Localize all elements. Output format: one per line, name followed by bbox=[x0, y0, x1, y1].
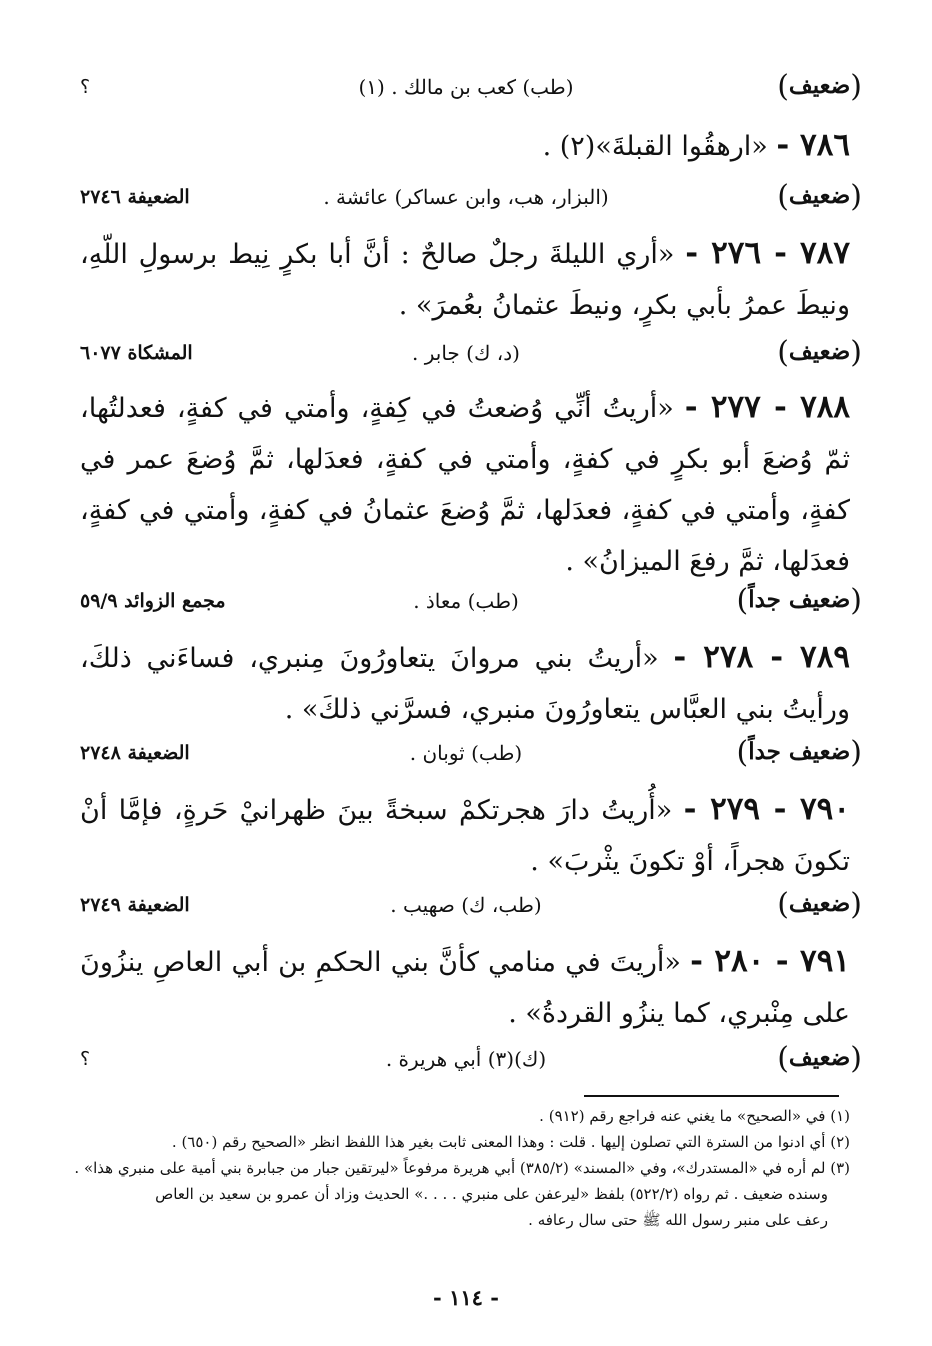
footnote: رعف على منبر رسول الله ﷺ حتى سال رعافه . bbox=[528, 1211, 828, 1229]
grade-label: (ضعيف) bbox=[777, 335, 862, 370]
footnotes bbox=[60, 1103, 850, 1233]
hadith-entry bbox=[80, 382, 850, 587]
page-number: - ١١٤ - bbox=[433, 1285, 499, 1310]
hadith-number: ٧٨٧ - ٢٧٦ - bbox=[685, 235, 850, 271]
hadith-number: ٧٩٠ - ٢٧٩ - bbox=[683, 791, 850, 827]
grade-label: (ضعيف جداً) bbox=[736, 735, 862, 770]
reference-text: المشكاة ٦٠٧٧ bbox=[80, 342, 193, 364]
grading-line bbox=[70, 68, 862, 108]
grade-label: (ضعيف) bbox=[777, 1041, 862, 1076]
hadith-text: «أُريتُ دارَ هجرتكمْ سبخةً بينَ ظهرانيْ حَرةٍ، فإمَّا أنْ تكونَ هجراً، أوْ تكونَ يثْربَ» . bbox=[80, 795, 850, 877]
reference-text: الضعيفة ٢٧٤٦ bbox=[80, 186, 190, 208]
grade-label: (ضعيف جداً) bbox=[736, 583, 862, 618]
reference-text: ؟ bbox=[80, 76, 91, 98]
footnote: (٢) أي ادنوا من السترة التي تصلون إليها . قلت : وهذا المعنى ثابت بغير هذا اللفظ انظر «الصحيح رقم (٦٥٠) . bbox=[171, 1133, 850, 1151]
hadith-text: «أريتَ في منامي كأنَّ بني الحكمِ بن أبي العاصِ ينزُونَ على مِنْبري، كما ينزُو القردةُ» . bbox=[80, 947, 850, 1029]
hadith-number: ٧٨٩ - ٢٧٨ - bbox=[673, 639, 850, 675]
reference-text: ؟ bbox=[80, 1048, 91, 1070]
reference-text: الضعيفة ٢٧٤٩ bbox=[80, 894, 190, 916]
hadith-entry bbox=[80, 632, 850, 735]
grading-line bbox=[70, 582, 862, 622]
hadith-entry bbox=[80, 120, 850, 172]
grading-line bbox=[70, 178, 862, 218]
grading-line bbox=[70, 334, 862, 374]
grade-label: (ضعيف) bbox=[777, 179, 862, 214]
hadith-number: ٧٨٦ - bbox=[776, 127, 850, 163]
reference-text: مجمع الزوائد ٥٩/٩ bbox=[80, 590, 226, 612]
hadith-text: «ارهقُوا القبلةَ»(٢) . bbox=[542, 131, 768, 162]
source-text: (طب) كعب بن مالك . (١) bbox=[358, 75, 574, 99]
hadith-number: ٧٩١ - ٢٨٠ - bbox=[690, 943, 850, 979]
source-text: (ك)(٣) أبي هريرة . bbox=[385, 1047, 547, 1071]
grade-label: (ضعيف) bbox=[777, 69, 862, 104]
hadith-number: ٧٨٨ - ٢٧٧ - bbox=[684, 389, 851, 425]
source-text: (طب) معاذ . bbox=[413, 589, 519, 613]
hadith-text: «أري الليلةَ رجلٌ صالحٌ : أنَّ أبا بكرٍ نِيط برسولِ اللّهِ، ونيطَ عمرُ بأبي بكرٍ، ونيطَ عثمانُ بعُمرَ» . bbox=[80, 239, 850, 321]
hadith-text: «أريتُ أنِّي وُضعتُ في كِفةٍ، وأمتي في كفةٍ، فعدلتُها، ثمّ وُضعَ أبو بكرٍ في كفةٍ، وأمتي في كفةٍ، فعدَلها، ثمَّ وُضعَ عمر في كفةٍ، وأمتي في كفةٍ، فعدَلها، ثمَّ وُضعَ عثمانُ في كفةٍ، وأمتي في كفةٍ، فعدَلها، ثمَّ رفعَ الميزانُ» . bbox=[80, 393, 850, 577]
grading-line bbox=[70, 1040, 862, 1080]
reference-text: الضعيفة ٢٧٤٨ bbox=[80, 742, 190, 764]
source-text: (البزار، هب، وابن عساكر) عائشة . bbox=[323, 185, 609, 209]
source-text: (طب، ك) صهيب . bbox=[390, 893, 542, 917]
hadith-text: «أريتُ بني مروانَ يتعاورُونَ مِنبري، فساءَني ذلكَ، ورأيتُ بني العبَّاس يتعاورُونَ منبري، فسرَّني ذلكَ» . bbox=[80, 643, 850, 725]
hadith-entry bbox=[80, 228, 850, 331]
hadith-entry bbox=[80, 936, 850, 1039]
footnote: وسنده ضعيف . ثم رواه (٥٢٢/٢) بلفظ «ليرعفن على منبري . . . .» الحديث وزاد أن عمرو بن سعيد بن العاص bbox=[155, 1185, 828, 1203]
source-text: (د، ك) جابر . bbox=[412, 341, 520, 365]
source-text: (طب) ثوبان . bbox=[409, 741, 523, 765]
grading-line bbox=[70, 886, 862, 926]
footnote-divider bbox=[584, 1095, 839, 1097]
footnote: (١) في «الصحيح» ما يغني عنه فراجع رقم (٩١٢) . bbox=[539, 1107, 850, 1125]
grade-label: (ضعيف) bbox=[777, 887, 862, 922]
footnote: (٣) لم أره في «المستدرك»، وفي «المسند» (٣٨٥/٢) أبي هريرة مرفوعاً «ليرتقين جبار من جبابرة بني أمية على منبري هذا» . bbox=[74, 1159, 850, 1177]
hadith-entry bbox=[80, 784, 850, 887]
grading-line bbox=[70, 734, 862, 774]
